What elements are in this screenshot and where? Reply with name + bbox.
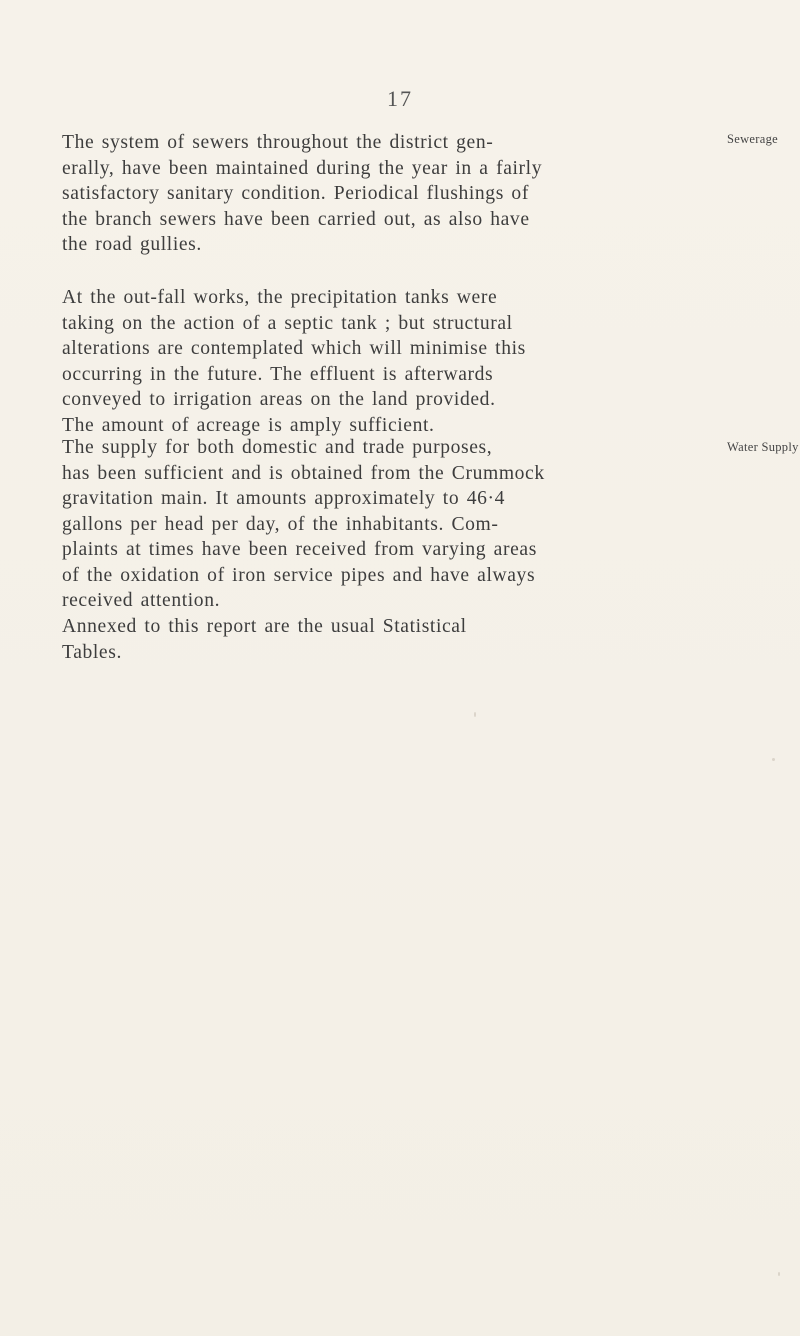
paragraph-annex <box>62 614 712 665</box>
paragraph-water-supply-text: The supply for both domestic and trade purposes, has been sufficient and is obtained from the Crummock gravitation main. It amounts approximately to 46·4 gallons per head per day, of the inhabitants. Com- plaints at times have been received from varying areas of the oxidation of iron service pipes and have always received attention. <box>62 437 545 611</box>
page-number: 17 <box>387 86 413 111</box>
margin-note-water-supply: Water Supply <box>727 440 799 454</box>
paper-blemish <box>772 758 775 761</box>
paragraph-outfall <box>62 285 712 438</box>
paragraph-annex-text: Annexed to this report are the usual Statistical Tables. <box>62 616 467 663</box>
paper-blemish <box>474 712 476 717</box>
paper-blemish <box>778 1272 780 1276</box>
paragraph-outfall-text: At the out-fall works, the precipitation tanks were taking on the action of a septic tank ; but structural alterations are contemplated which will minimise this occurring in the future. The effluent is afterwards conveyed to irrigation areas on the land provided. The amount of acreage is amply sufficient. <box>62 287 526 436</box>
paragraph-water-supply <box>62 435 712 614</box>
margin-note-sewerage: Sewerage <box>727 132 778 146</box>
paragraph-sewerage <box>62 130 712 258</box>
paragraph-sewerage-text: The system of sewers throughout the district gen- erally, have been maintained during the year in a fairly satisfactory sanitary condition. Periodical flushings of the branch sewers have been carried out, as also have the road gullies. <box>62 132 543 255</box>
